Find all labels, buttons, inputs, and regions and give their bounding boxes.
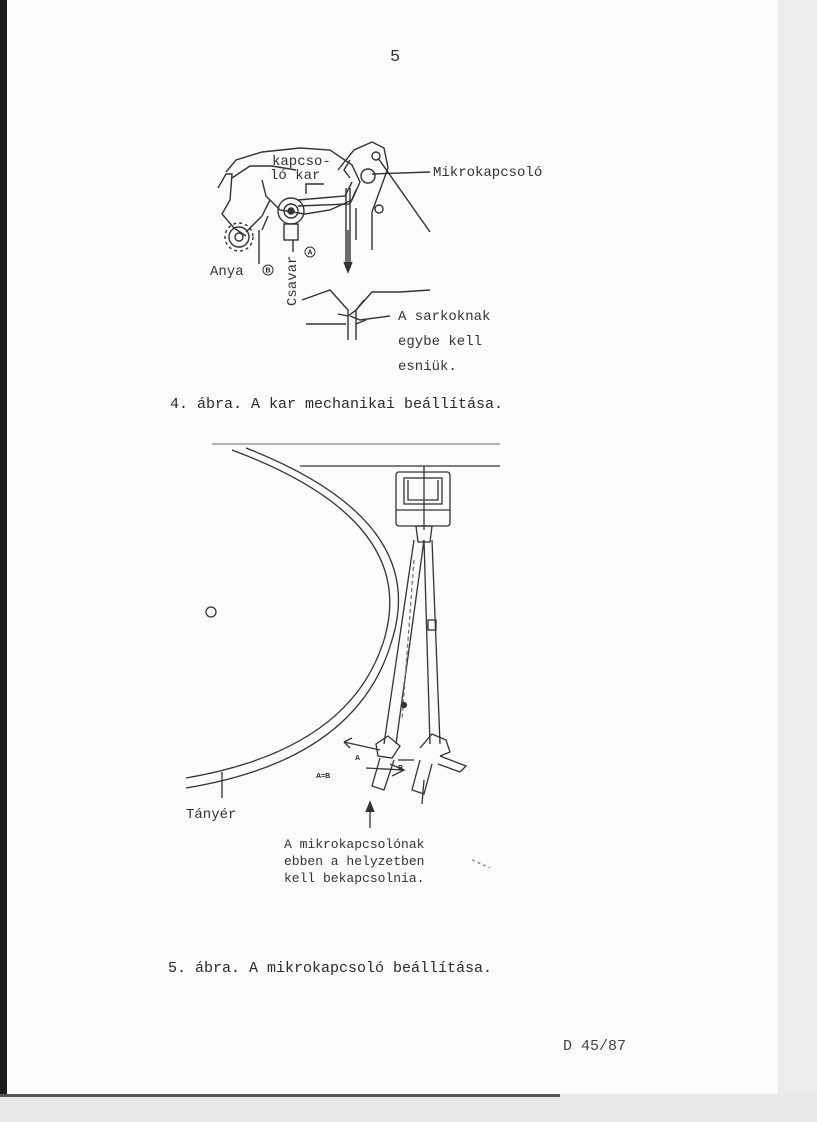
document-reference: D 45/87	[563, 1038, 627, 1055]
label-corners-3: esniük.	[398, 359, 457, 375]
dim-label-a-equals-b: A=B	[316, 773, 331, 780]
label-platter: Tányér	[186, 807, 237, 823]
label-note-3: kell bekapcsolnia.	[284, 871, 425, 886]
mark-a-screw: A	[307, 249, 313, 257]
label-screw: Csavar	[285, 255, 301, 306]
label-note-2: ebben a helyzetben	[284, 854, 425, 869]
label-corners-1: A sarkoknak	[398, 309, 491, 325]
label-corners-2: egybe kell	[398, 334, 483, 350]
label-switch-arm-2: ló kar	[270, 168, 321, 184]
mark-b-nut: B	[265, 267, 271, 275]
label-nut: Anya	[210, 264, 244, 280]
dim-label-a: A	[355, 755, 361, 762]
label-microswitch: Mikrokapcsoló	[433, 165, 543, 181]
figure-5-caption: 5. ábra. A mikrokapcsoló beállítása.	[168, 960, 493, 977]
dim-label-b: B	[398, 765, 404, 772]
label-switch-arm-1: kapcso-	[272, 154, 331, 170]
label-note-1: A mikrokapcsolónak	[284, 837, 425, 852]
figure-4-caption: 4. ábra. A kar mechanikai beállítása.	[170, 396, 504, 413]
page-number: 5	[390, 48, 401, 67]
